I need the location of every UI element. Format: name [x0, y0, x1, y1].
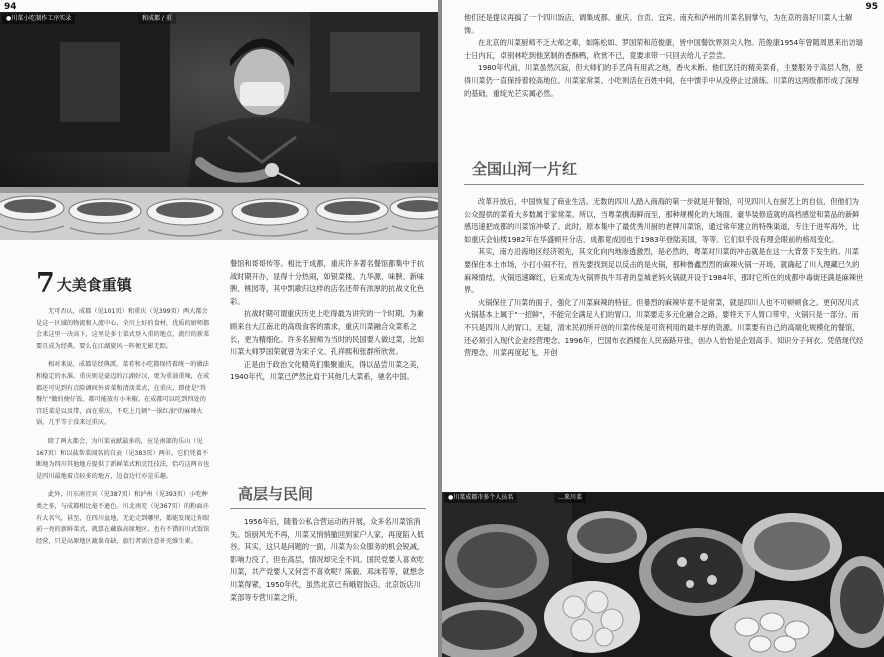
body-paragraph: 在北京的川菜厨师不乏大师之辈，如陈松如、罗国荣和范俊康，皆中国餐饮界顶尖人物。范俊康1954年曾随周恩来出访瑞士日内瓦，卓别林吃到他烹制的香酥鸭，欣赏不已，竟要求带一只回去给儿子尝尝。 — [464, 38, 863, 60]
body-paragraph: 改革开放后，中国恢复了商业生活。无数的四川人踏入商海的第一步就是开餐馆，可见四川人在厨艺上的自信，但他们为公众提供的菜肴大多数属于家常菜。所以，当粤菜携海鲜而至，那种规模化的大场面、豪华装修造就的高档感觉和菜品的新鲜感迅速把成都的川菜馆冲晕了。此时，原本集中了最优秀川厨的老牌川菜馆，通过常年建立的特殊渠道，专注于进军海外，比如重庆会仙楼1982年在华盛顿开分店，成都竟成园也于1983年登陆美国，等等。它们似乎没有理会眼前的格局变化。 — [464, 197, 860, 244]
right-body-lower — [464, 196, 864, 360]
body-column-lower — [230, 516, 426, 604]
body-paragraph: 正是由于政治文化精英们集聚重庆，得以品尝川菜之美，1940年代，川菜已俨然比肩于其他几大菜系，驰名中国。 — [230, 359, 424, 382]
left-page — [0, 0, 438, 657]
dishes-photo-illustration — [442, 492, 884, 657]
page-number-right: 95 — [865, 2, 878, 12]
street-food-vendor-photo — [0, 12, 438, 240]
body-paragraph: 其实，南方沿海地区经济领先，其文化向内地渗透激烈，是必然的，粤菜对川菜的冲击就是在这一大背景下发生的。川菜要保住本土市场，小打小闹不行，首先要找到足以反击的是火锅，那种鲁鑫烈烈的麻辣火锅一开场，就确起了川人理藏已久的麻辣情结，火锅迅速蹿红，后来成为火锅界执牛耳者的皇城老妈火锅就开设于1984年，那时它所在的成都中毒街还满是麻辣世界。 — [464, 247, 864, 295]
right-page — [442, 0, 884, 657]
section-rule-right — [464, 184, 864, 185]
photo-caption: 和成都 / 重 — [138, 14, 176, 24]
body-paragraph: 餐馆和哥哥传等。相比于成都，重庆许多著名餐馆都集中于抗战时期开办，显得十分热闹，如银菜楼、九华源、味腴、新味腴、桃园等，其中凯歌归这样的店名还带有浓厚的抗战文化色彩。 — [230, 259, 425, 306]
body-paragraph: 他们还是提议再搞了一个四川饭店，调集成都、重庆、自贡、宜宾、南充和泸州的川菜名厨掌勺，为在京的喜好川菜人士解馋。 — [464, 13, 853, 35]
body-column-upper — [230, 258, 426, 384]
dishes-photo — [442, 492, 884, 657]
sidebar-paragraph: 无可否认，成都（见101页）和重庆（见399页）两大都会是这一区域的物流和人流中心，全川上好的食材，优质的厨师都会来这里一决高下，这里是多士菜式登入重的地点，流行的新菜要且成为经典，要么在江湖旋风一阵便无影无踪。 — [36, 308, 210, 350]
dishes-photo-label-2: …来川菜 — [554, 493, 586, 503]
right-body-upper — [464, 12, 864, 100]
section-rule-left — [230, 508, 426, 509]
body-paragraph: 抗战时期可谓重庆历史上吃得最为讲究的一个时期，为兼顾来自大江南北的高级食客的需求，重庆川菜融合众菜系之长，更为精细化。许多名厨师为当时的民国要人做过菜，比如川菜大师罗国荣就曾为宋子文、孔祥熙和张群所欣赏。 — [230, 309, 425, 357]
section-title-left: 高层与民间 — [238, 485, 314, 503]
photo-header-label: ●川菜小吃制作工序实录 — [2, 14, 75, 24]
body-paragraph: 1956年后，随着公私合营运动的开展，众多名川菜馆消失。馆厨风光不再，川菜又悄悄撤回到家户人家，再度陷入低谷。其实，这只是问题的一面，川菜为公众服务的机会锐减，影响力没了，但在高层，情况却完全不同。国民党要人喜欢吃川菜，共产党要人又何尝不喜欢呢？陈毅、邓沫若等，就想念川菜得紧，1950年代，虽然北京已有峨眉饭店、北京饭店川菜部等专营川菜之所， — [230, 517, 425, 602]
sidebar-column — [36, 306, 212, 554]
chapter-number: 7 — [36, 268, 55, 299]
chapter-heading — [36, 268, 132, 299]
body-paragraph: 1980年代前，川菜虽然沉寂，但大师们的手艺尚有用武之地，香火未断。他们烹饪的精美菜肴，主要服务于高层人物，使得川菜仍一直保持着较高地位。川菜家常菜、小吃则活在百姓中间，在中馈手中从没停止过演练。川菜的这两级都形成了深厚的基础，重绽光芒实属必然。 — [464, 63, 863, 98]
vendor-photo-illustration — [0, 12, 438, 240]
section-title-right: 全国山河一片红 — [472, 160, 578, 178]
chapter-title: 大美食重镇 — [56, 276, 132, 294]
sidebar-paragraph: 除了两大都会，为川菜贡献最多的，应是南部的乐山（见167页）和以盐帮菜闻名的自贡（见383页）两市。它们凭着不断地为四川其他地方提供了新鲜菜式和烹饪技法，恰巧这两市也是四川最地着点较多的地方，边食边行亦是乐趣。 — [36, 437, 210, 480]
dishes-photo-label: ●川菜成都市多个人员名 — [444, 493, 517, 503]
sidebar-paragraph: 此外，川东南宜宾（见387页）和泸州（见393页）小吃种类之多，与成都相比毫不逊色。川北南充（见367页）的粉面亦有大名气，甚至，在四川盆地，无论走到哪里，都能发现让你眼前一亮的新鲜菜式，就算在藏族高原地区，也有不错的川式饭馆经营，只是高原地区蔬果奇缺，旅行者需注意补充维生素。 — [36, 491, 210, 545]
body-paragraph: 火锅保住了川菜的面子，强化了川菜麻辣的特征。但暴烈的麻辣毕竟不是常菜，就是四川人也不可顿顿食之。更何况川式火锅基本上属于"一招鲜"，不能完全满足人们的胃口。川菜要走多元化融合之路，要将天下人胃口带牢，火锅只是一部分。而不只是四川人的胃口。无疑，清末民初所开创的川菜传统是可资利用的最丰厚的资源。川菜要有自己的高端化规模化的餐馆，还必须引入现代企业经营理念。1996年，巴国布衣酒楼在人民南路开张，创办人怡怡是企划高手、知识分子何衣。凭借现代经营理念，川菜再度起飞，开创 — [464, 297, 864, 358]
page-number-left: 94 — [4, 2, 17, 12]
sidebar-paragraph: 相对来说，成都是经典派，菜肴和小吃都保持着统一的做法和稳定的水准。重庆则是豪迈的江湖好汉，更为重油重辣，在成都还可见到有点险调间外省菜和清淡菜式，在重庆，即使是"答餐厅"做的便仔饭，都可能放有小米椒。在成都可以吃到四处的宫廷菜是以及带，而在重庆，不吃上几顿"一锅红油"的麻辣火锅，几乎等于没来过重庆。 — [36, 361, 210, 427]
